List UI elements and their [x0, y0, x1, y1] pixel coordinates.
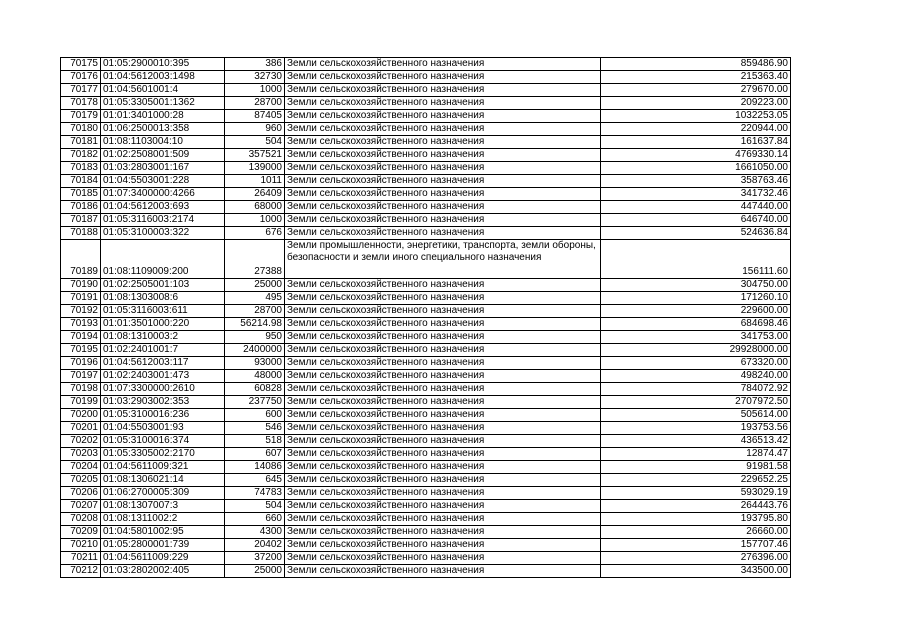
- cadastral-number-cell: 01:08:1109009:200: [101, 240, 225, 279]
- table-row: [61, 396, 791, 409]
- land-category-cell: Земли сельскохозяйственного назначения: [285, 97, 601, 110]
- land-category-cell: Земли сельскохозяйственного назначения: [285, 500, 601, 513]
- cadastral-number-cell: 01:04:5612003:1498: [101, 71, 225, 84]
- cadastral-number-cell: 01:05:2800001:739: [101, 539, 225, 552]
- row-number-cell: 70189: [61, 240, 101, 279]
- table-row: [61, 188, 791, 201]
- cadastral-number-cell: 01:01:3401000:28: [101, 110, 225, 123]
- land-category-cell: Земли сельскохозяйственного назначения: [285, 526, 601, 539]
- table-row: [61, 149, 791, 162]
- row-number-cell: 70178: [61, 97, 101, 110]
- table-row: [61, 487, 791, 500]
- land-category-cell: Земли сельскохозяйственного назначения: [285, 357, 601, 370]
- table-row: [61, 162, 791, 175]
- row-number-cell: 70177: [61, 84, 101, 97]
- table-row: [61, 422, 791, 435]
- table-row: [61, 240, 791, 279]
- land-category-cell: Земли сельскохозяйственного назначения: [285, 279, 601, 292]
- area-cell: 93000: [225, 357, 285, 370]
- area-cell: 237750: [225, 396, 285, 409]
- cadastral-number-cell: 01:05:2900010:395: [101, 58, 225, 71]
- row-number-cell: 70179: [61, 110, 101, 123]
- row-number-cell: 70181: [61, 136, 101, 149]
- area-cell: 676: [225, 227, 285, 240]
- cadastral-number-cell: 01:02:2401001:7: [101, 344, 225, 357]
- row-number-cell: 70191: [61, 292, 101, 305]
- area-cell: 1000: [225, 84, 285, 97]
- land-category-cell: Земли сельскохозяйственного назначения: [285, 435, 601, 448]
- row-number-cell: 70195: [61, 344, 101, 357]
- land-category-cell: Земли сельскохозяйственного назначения: [285, 214, 601, 227]
- row-number-cell: 70211: [61, 552, 101, 565]
- cadastral-number-cell: 01:05:3116003:611: [101, 305, 225, 318]
- table-row: [61, 58, 791, 71]
- area-cell: 600: [225, 409, 285, 422]
- area-cell: 139000: [225, 162, 285, 175]
- area-cell: 504: [225, 136, 285, 149]
- cadastral-number-cell: 01:08:1311002:2: [101, 513, 225, 526]
- row-number-cell: 70186: [61, 201, 101, 214]
- table-row: [61, 357, 791, 370]
- land-category-cell: Земли промышленности, энергетики, транспорта, земли обороны, безопасности и земли иного специального назначения: [285, 240, 601, 279]
- table-row: [61, 435, 791, 448]
- row-number-cell: 70194: [61, 331, 101, 344]
- row-number-cell: 70196: [61, 357, 101, 370]
- table-row: [61, 539, 791, 552]
- cadastral-value-cell: 498240.00: [601, 370, 791, 383]
- cadastral-value-cell: 341753.00: [601, 331, 791, 344]
- cadastral-number-cell: 01:05:3116003:2174: [101, 214, 225, 227]
- land-category-cell: Земли сельскохозяйственного назначения: [285, 565, 601, 578]
- row-number-cell: 70210: [61, 539, 101, 552]
- table-row: [61, 214, 791, 227]
- land-category-cell: Земли сельскохозяйственного назначения: [285, 227, 601, 240]
- area-cell: 28700: [225, 97, 285, 110]
- area-cell: 14086: [225, 461, 285, 474]
- row-number-cell: 70190: [61, 279, 101, 292]
- area-cell: 504: [225, 500, 285, 513]
- table-row: [61, 370, 791, 383]
- area-cell: 607: [225, 448, 285, 461]
- cadastral-value-cell: 26660.00: [601, 526, 791, 539]
- table-row: [61, 344, 791, 357]
- area-cell: 386: [225, 58, 285, 71]
- row-number-cell: 70208: [61, 513, 101, 526]
- land-category-cell: Земли сельскохозяйственного назначения: [285, 149, 601, 162]
- cadastral-value-cell: 276396.00: [601, 552, 791, 565]
- land-category-cell: Земли сельскохозяйственного назначения: [285, 344, 601, 357]
- area-cell: 28700: [225, 305, 285, 318]
- land-category-cell: Земли сельскохозяйственного назначения: [285, 552, 601, 565]
- area-cell: 27388: [225, 240, 285, 279]
- land-category-cell: Земли сельскохозяйственного назначения: [285, 448, 601, 461]
- area-cell: 37200: [225, 552, 285, 565]
- cadastral-value-cell: 29928000.00: [601, 344, 791, 357]
- cadastral-number-cell: 01:05:3305002:2170: [101, 448, 225, 461]
- area-cell: 20402: [225, 539, 285, 552]
- cadastral-value-cell: 859486.90: [601, 58, 791, 71]
- row-number-cell: 70193: [61, 318, 101, 331]
- table-row: [61, 305, 791, 318]
- cadastral-number-cell: 01:02:2403001:473: [101, 370, 225, 383]
- cadastral-value-cell: 593029.19: [601, 487, 791, 500]
- cadastral-value-cell: 4769330.14: [601, 149, 791, 162]
- cadastral-number-cell: 01:02:2505001:103: [101, 279, 225, 292]
- table-row: [61, 279, 791, 292]
- land-category-cell: Земли сельскохозяйственного назначения: [285, 162, 601, 175]
- table-row: [61, 331, 791, 344]
- area-cell: 2400000: [225, 344, 285, 357]
- cadastral-number-cell: 01:05:3100003:322: [101, 227, 225, 240]
- row-number-cell: 70197: [61, 370, 101, 383]
- cadastral-value-cell: 784072.92: [601, 383, 791, 396]
- area-cell: 25000: [225, 279, 285, 292]
- land-category-cell: Земли сельскохозяйственного назначения: [285, 201, 601, 214]
- cadastral-number-cell: 01:04:5801002:95: [101, 526, 225, 539]
- land-category-cell: Земли сельскохозяйственного назначения: [285, 71, 601, 84]
- table-body: [61, 58, 791, 578]
- cadastral-number-cell: 01:08:1310003:2: [101, 331, 225, 344]
- cadastral-number-cell: 01:03:2802002:405: [101, 565, 225, 578]
- row-number-cell: 70207: [61, 500, 101, 513]
- cadastral-value-cell: 436513.42: [601, 435, 791, 448]
- area-cell: 4300: [225, 526, 285, 539]
- area-cell: 26409: [225, 188, 285, 201]
- land-category-cell: Земли сельскохозяйственного назначения: [285, 318, 601, 331]
- area-cell: 495: [225, 292, 285, 305]
- land-category-cell: Земли сельскохозяйственного назначения: [285, 370, 601, 383]
- land-category-cell: Земли сельскохозяйственного назначения: [285, 110, 601, 123]
- land-category-cell: Земли сельскохозяйственного назначения: [285, 487, 601, 500]
- table-row: [61, 136, 791, 149]
- table-row: [61, 84, 791, 97]
- cadastral-number-cell: 01:03:2803001:167: [101, 162, 225, 175]
- area-cell: 32730: [225, 71, 285, 84]
- area-cell: 645: [225, 474, 285, 487]
- area-cell: 357521: [225, 149, 285, 162]
- cadastral-number-cell: 01:08:1303008:6: [101, 292, 225, 305]
- table-row: [61, 97, 791, 110]
- cadastral-value-cell: 2707972.50: [601, 396, 791, 409]
- row-number-cell: 70176: [61, 71, 101, 84]
- cadastral-value-cell: 215363.40: [601, 71, 791, 84]
- land-category-cell: Земли сельскохозяйственного назначения: [285, 474, 601, 487]
- cadastral-value-cell: 229652.25: [601, 474, 791, 487]
- cadastral-value-cell: 157707.46: [601, 539, 791, 552]
- land-category-cell: Земли сельскохозяйственного назначения: [285, 84, 601, 97]
- cadastral-value-cell: 447440.00: [601, 201, 791, 214]
- land-category-cell: Земли сельскохозяйственного назначения: [285, 331, 601, 344]
- row-number-cell: 70187: [61, 214, 101, 227]
- land-category-cell: Земли сельскохозяйственного назначения: [285, 409, 601, 422]
- spreadsheet-page: [60, 57, 790, 578]
- cadastral-value-cell: 209223.00: [601, 97, 791, 110]
- cadastral-number-cell: 01:07:3300000:2610: [101, 383, 225, 396]
- area-cell: 60828: [225, 383, 285, 396]
- cadastral-number-cell: 01:05:3100016:374: [101, 435, 225, 448]
- area-cell: 1000: [225, 214, 285, 227]
- cadastral-number-cell: 01:03:2903002:353: [101, 396, 225, 409]
- cadastral-number-cell: 01:02:2508001:509: [101, 149, 225, 162]
- land-category-cell: Земли сельскохозяйственного назначения: [285, 461, 601, 474]
- cadastral-number-cell: 01:06:2700005:309: [101, 487, 225, 500]
- row-number-cell: 70209: [61, 526, 101, 539]
- cadastral-value-cell: 524636.84: [601, 227, 791, 240]
- cadastral-value-cell: 304750.00: [601, 279, 791, 292]
- table-row: [61, 318, 791, 331]
- land-category-cell: Земли сельскохозяйственного назначения: [285, 396, 601, 409]
- row-number-cell: 70184: [61, 175, 101, 188]
- table-row: [61, 110, 791, 123]
- land-category-cell: Земли сельскохозяйственного назначения: [285, 383, 601, 396]
- row-number-cell: 70180: [61, 123, 101, 136]
- land-category-cell: Земли сельскохозяйственного назначения: [285, 58, 601, 71]
- cadastral-number-cell: 01:08:1103004:10: [101, 136, 225, 149]
- land-category-cell: Земли сельскохозяйственного назначения: [285, 188, 601, 201]
- cadastral-number-cell: 01:04:5612003:117: [101, 357, 225, 370]
- table-row: [61, 500, 791, 513]
- cadastral-number-cell: 01:08:1307007:3: [101, 500, 225, 513]
- row-number-cell: 70185: [61, 188, 101, 201]
- table-row: [61, 292, 791, 305]
- cadastral-value-cell: 220944.00: [601, 123, 791, 136]
- table-row: [61, 123, 791, 136]
- area-cell: 74783: [225, 487, 285, 500]
- cadastral-value-cell: 229600.00: [601, 305, 791, 318]
- cadastral-value-cell: 646740.00: [601, 214, 791, 227]
- land-category-cell: Земли сельскохозяйственного назначения: [285, 123, 601, 136]
- cadastral-number-cell: 01:01:3501000:220: [101, 318, 225, 331]
- land-category-cell: Земли сельскохозяйственного назначения: [285, 305, 601, 318]
- cadastral-value-cell: 171260.10: [601, 292, 791, 305]
- cadastral-value-cell: 264443.76: [601, 500, 791, 513]
- area-cell: 87405: [225, 110, 285, 123]
- row-number-cell: 70175: [61, 58, 101, 71]
- area-cell: 56214.98: [225, 318, 285, 331]
- row-number-cell: 70204: [61, 461, 101, 474]
- cadastral-value-cell: 193795.80: [601, 513, 791, 526]
- area-cell: 660: [225, 513, 285, 526]
- cadastral-number-cell: 01:05:3100016:236: [101, 409, 225, 422]
- land-plots-table: [60, 57, 791, 578]
- row-number-cell: 70198: [61, 383, 101, 396]
- row-number-cell: 70199: [61, 396, 101, 409]
- table-row: [61, 474, 791, 487]
- cadastral-number-cell: 01:04:5503001:228: [101, 175, 225, 188]
- table-row: [61, 175, 791, 188]
- cadastral-value-cell: 684698.46: [601, 318, 791, 331]
- cadastral-number-cell: 01:04:5611009:321: [101, 461, 225, 474]
- cadastral-value-cell: 1032253.05: [601, 110, 791, 123]
- row-number-cell: 70202: [61, 435, 101, 448]
- cadastral-number-cell: 01:07:3400000:4266: [101, 188, 225, 201]
- cadastral-value-cell: 156111.60: [601, 240, 791, 279]
- cadastral-value-cell: 279670.00: [601, 84, 791, 97]
- row-number-cell: 70203: [61, 448, 101, 461]
- row-number-cell: 70183: [61, 162, 101, 175]
- table-row: [61, 526, 791, 539]
- table-row: [61, 227, 791, 240]
- cadastral-value-cell: 91981.58: [601, 461, 791, 474]
- area-cell: 546: [225, 422, 285, 435]
- row-number-cell: 70201: [61, 422, 101, 435]
- land-category-cell: Земли сельскохозяйственного назначения: [285, 513, 601, 526]
- land-category-cell: Земли сельскохозяйственного назначения: [285, 539, 601, 552]
- table-row: [61, 448, 791, 461]
- cadastral-value-cell: 358763.46: [601, 175, 791, 188]
- cadastral-number-cell: 01:05:3305001:1362: [101, 97, 225, 110]
- area-cell: 25000: [225, 565, 285, 578]
- row-number-cell: 70200: [61, 409, 101, 422]
- table-row: [61, 201, 791, 214]
- land-category-cell: Земли сельскохозяйственного назначения: [285, 136, 601, 149]
- row-number-cell: 70205: [61, 474, 101, 487]
- row-number-cell: 70192: [61, 305, 101, 318]
- cadastral-value-cell: 1661050.00: [601, 162, 791, 175]
- area-cell: 518: [225, 435, 285, 448]
- cadastral-value-cell: 193753.56: [601, 422, 791, 435]
- table-row: [61, 383, 791, 396]
- row-number-cell: 70188: [61, 227, 101, 240]
- cadastral-value-cell: 673320.00: [601, 357, 791, 370]
- area-cell: 950: [225, 331, 285, 344]
- cadastral-value-cell: 343500.00: [601, 565, 791, 578]
- land-category-cell: Земли сельскохозяйственного назначения: [285, 292, 601, 305]
- area-cell: 48000: [225, 370, 285, 383]
- land-category-cell: Земли сельскохозяйственного назначения: [285, 422, 601, 435]
- cadastral-value-cell: 12874.47: [601, 448, 791, 461]
- land-category-cell: Земли сельскохозяйственного назначения: [285, 175, 601, 188]
- cadastral-value-cell: 505614.00: [601, 409, 791, 422]
- cadastral-number-cell: 01:06:2500013:358: [101, 123, 225, 136]
- cadastral-number-cell: 01:04:5503001:93: [101, 422, 225, 435]
- table-row: [61, 409, 791, 422]
- cadastral-number-cell: 01:08:1306021:14: [101, 474, 225, 487]
- area-cell: 960: [225, 123, 285, 136]
- table-row: [61, 513, 791, 526]
- area-cell: 1011: [225, 175, 285, 188]
- table-row: [61, 565, 791, 578]
- table-row: [61, 71, 791, 84]
- area-cell: 68000: [225, 201, 285, 214]
- cadastral-number-cell: 01:04:5611009:229: [101, 552, 225, 565]
- cadastral-number-cell: 01:04:5601001:4: [101, 84, 225, 97]
- cadastral-number-cell: 01:04:5612003:693: [101, 201, 225, 214]
- row-number-cell: 70212: [61, 565, 101, 578]
- table-row: [61, 461, 791, 474]
- row-number-cell: 70206: [61, 487, 101, 500]
- table-row: [61, 552, 791, 565]
- cadastral-value-cell: 341732.46: [601, 188, 791, 201]
- cadastral-value-cell: 161637.84: [601, 136, 791, 149]
- row-number-cell: 70182: [61, 149, 101, 162]
